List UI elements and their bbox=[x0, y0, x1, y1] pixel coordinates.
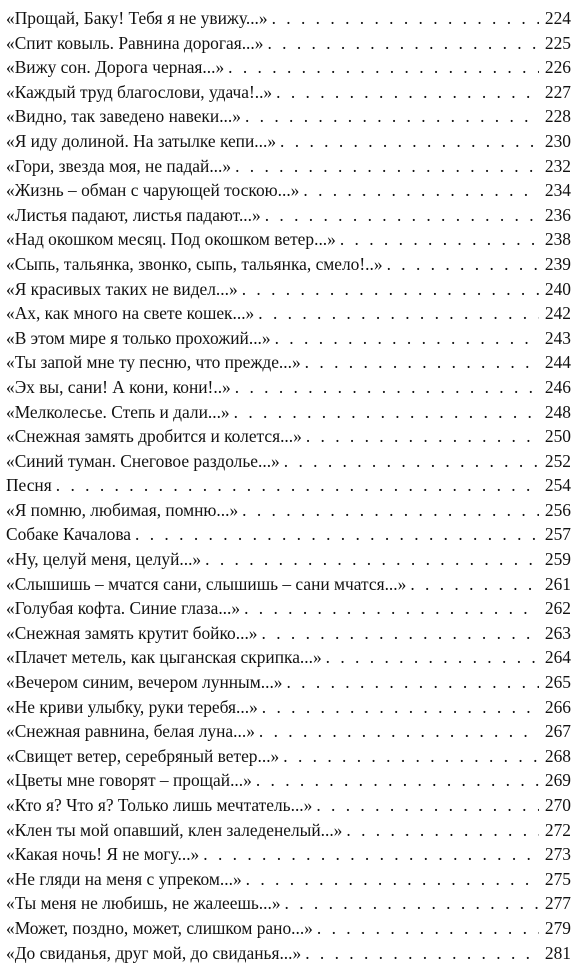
toc-dot-leader bbox=[205, 547, 539, 572]
toc-dot-leader bbox=[262, 621, 540, 646]
toc-dot-leader bbox=[56, 473, 539, 498]
toc-dot-leader bbox=[135, 522, 539, 547]
toc-entry-page: 267 bbox=[544, 721, 571, 742]
toc-entry-title: «Над окошком месяц. Под окошком ветер...» bbox=[6, 229, 336, 250]
toc-dot-leader bbox=[228, 55, 539, 80]
toc-entry-title: «Слышишь – мчатся сани, слышишь – сани мчатся...» bbox=[6, 573, 407, 594]
toc-entry bbox=[6, 916, 571, 941]
toc-entry bbox=[6, 941, 571, 965]
toc-entry bbox=[6, 449, 571, 474]
toc-entry bbox=[6, 252, 571, 277]
toc-entry-page: 265 bbox=[544, 672, 571, 693]
toc-dot-leader bbox=[410, 572, 539, 597]
toc-entry-title: «Гори, звезда моя, не падай...» bbox=[6, 155, 232, 176]
toc-entry-page: 242 bbox=[544, 303, 571, 324]
toc-entry bbox=[6, 522, 571, 547]
toc-entry-title: «Я иду долиной. На затылке кепи...» bbox=[6, 130, 277, 151]
toc-entry bbox=[6, 744, 571, 769]
toc-entry-title: «Не гляди на меня с упреком...» bbox=[6, 868, 242, 889]
toc-entry-page: 232 bbox=[544, 155, 571, 176]
toc-entry-title: «Голубая кофта. Синие глаза...» bbox=[6, 598, 241, 619]
toc-dot-leader bbox=[346, 818, 539, 843]
toc-entry bbox=[6, 277, 571, 302]
toc-entry-title: «Клен ты мой опавший, клен заледенелый...» bbox=[6, 819, 343, 840]
toc-entry bbox=[6, 621, 571, 646]
toc-entry bbox=[6, 473, 571, 498]
toc-entry-page: 254 bbox=[544, 475, 571, 496]
toc-entry bbox=[6, 301, 571, 326]
toc-dot-leader bbox=[262, 695, 539, 720]
toc-dot-leader bbox=[286, 670, 539, 695]
toc-dot-leader bbox=[317, 916, 539, 941]
toc-entry-title: «Какая ночь! Я не могу...» bbox=[6, 844, 200, 865]
toc-entry-page: 263 bbox=[544, 622, 571, 643]
toc-dot-leader bbox=[258, 301, 539, 326]
toc-entry-page: 268 bbox=[544, 745, 571, 766]
toc-entry-page: 273 bbox=[544, 844, 571, 865]
toc-entry bbox=[6, 818, 571, 843]
toc-dot-leader bbox=[235, 375, 539, 400]
toc-entry-title: «Ты меня не любишь, не жалеешь...» bbox=[6, 893, 281, 914]
toc-entry bbox=[6, 178, 571, 203]
toc-entry-page: 250 bbox=[544, 426, 571, 447]
toc-dot-leader bbox=[259, 719, 539, 744]
toc-dot-leader bbox=[326, 645, 539, 670]
toc-entry bbox=[6, 793, 571, 818]
toc-dot-leader bbox=[265, 203, 539, 228]
toc-entry bbox=[6, 842, 571, 867]
toc-dot-leader bbox=[267, 31, 539, 56]
toc-dot-leader bbox=[285, 891, 539, 916]
toc-entry-title: «Синий туман. Снеговое раздолье...» bbox=[6, 450, 280, 471]
toc-dot-leader bbox=[242, 498, 539, 523]
toc-entry-title: «Плачет метель, как цыганская скрипка...» bbox=[6, 647, 322, 668]
toc-entry bbox=[6, 547, 571, 572]
toc-entry-title: «Ты запой мне ту песню, что прежде...» bbox=[6, 352, 301, 373]
toc-dot-leader bbox=[280, 129, 539, 154]
toc-entry bbox=[6, 670, 571, 695]
toc-entry-title: Песня bbox=[6, 475, 52, 496]
toc-entry-page: 256 bbox=[544, 499, 571, 520]
toc-entry bbox=[6, 596, 571, 621]
toc-entry-page: 246 bbox=[544, 376, 571, 397]
toc-entry-title: «Ах, как много на свете кошек...» bbox=[6, 303, 255, 324]
toc-dot-leader bbox=[246, 867, 539, 892]
toc-entry bbox=[6, 31, 571, 56]
toc-entry-page: 272 bbox=[544, 819, 571, 840]
toc-entry-page: 236 bbox=[544, 204, 571, 225]
toc-entry-title: «Прощай, Баку! Тебя я не увижу...» bbox=[6, 8, 268, 28]
toc-entry-page: 275 bbox=[544, 868, 571, 889]
toc-dot-leader bbox=[340, 227, 539, 252]
toc-dot-leader bbox=[275, 326, 539, 351]
toc-entry-page: 270 bbox=[544, 795, 571, 815]
toc-entry bbox=[6, 867, 571, 892]
toc-entry bbox=[6, 129, 571, 154]
toc-dot-leader bbox=[272, 6, 539, 31]
toc-entry-page: 238 bbox=[544, 229, 571, 250]
toc-entry-page: 266 bbox=[544, 696, 571, 717]
toc-entry bbox=[6, 227, 571, 252]
toc-dot-leader bbox=[203, 842, 539, 867]
toc-entry bbox=[6, 154, 571, 179]
toc-entry bbox=[6, 6, 571, 31]
toc-entry-title: «Листья падают, листья падают...» bbox=[6, 204, 261, 225]
toc-entry bbox=[6, 424, 571, 449]
toc-entry bbox=[6, 80, 571, 105]
toc-entry-page: 264 bbox=[544, 647, 571, 668]
toc-entry-title: «Я помню, любимая, помню...» bbox=[6, 499, 239, 520]
toc-entry-title: Собаке Качалова bbox=[6, 524, 132, 545]
toc-entry bbox=[6, 719, 571, 744]
toc-entry bbox=[6, 104, 571, 129]
toc-entry-title: «Каждый труд благослови, удача!..» bbox=[6, 81, 273, 102]
toc-entry-page: 239 bbox=[544, 253, 571, 274]
toc-entry bbox=[6, 326, 571, 351]
toc-entry-page: 226 bbox=[544, 57, 571, 78]
toc-dot-leader bbox=[234, 400, 539, 425]
toc-entry-page: 234 bbox=[544, 180, 571, 201]
toc-entry-title: «Вечером синим, вечером лунным...» bbox=[6, 672, 283, 693]
toc-entry-title: «Свищет ветер, серебряный ветер...» bbox=[6, 745, 280, 766]
toc-entry bbox=[6, 891, 571, 916]
toc-dot-leader bbox=[245, 104, 539, 129]
toc-entry-page: 228 bbox=[544, 106, 571, 127]
toc-entry-title: «Цветы мне говорят – прощай...» bbox=[6, 770, 252, 791]
toc-dot-leader bbox=[242, 277, 539, 302]
toc-entry-page: 277 bbox=[544, 893, 571, 914]
toc-entry bbox=[6, 400, 571, 425]
toc-entry-title: «Сыпь, тальянка, звонко, сыпь, тальянка, смело!..» bbox=[6, 253, 383, 274]
toc-entry-title: «Снежная равнина, белая луна...» bbox=[6, 721, 255, 742]
toc-entry-page: 224 bbox=[544, 8, 571, 28]
toc-entry-title: «Кто я? Что я? Только лишь мечтатель...» bbox=[6, 795, 313, 815]
toc-entry-page: 257 bbox=[544, 524, 571, 545]
toc-entry bbox=[6, 645, 571, 670]
toc-entry-title: «Вижу сон. Дорога черная...» bbox=[6, 57, 225, 78]
toc-entry-page: 244 bbox=[544, 352, 571, 373]
toc-dot-leader bbox=[387, 252, 539, 277]
toc-entry-title: «Видно, так заведено навеки...» bbox=[6, 106, 241, 127]
toc-entry-page: 252 bbox=[544, 450, 571, 471]
toc-entry-title: «Может, поздно, может, слишком рано...» bbox=[6, 917, 313, 938]
toc-entry-page: 227 bbox=[544, 81, 571, 102]
toc-entry-page: 269 bbox=[544, 770, 571, 791]
toc-entry bbox=[6, 695, 571, 720]
toc-entry bbox=[6, 572, 571, 597]
toc-entry-page: 259 bbox=[544, 549, 571, 570]
toc-entry bbox=[6, 55, 571, 80]
toc-dot-leader bbox=[235, 154, 539, 179]
toc-entry-title: «До свиданья, друг мой, до свиданья...» bbox=[6, 942, 302, 963]
toc-dot-leader bbox=[316, 793, 539, 818]
toc-entry-page: 261 bbox=[544, 573, 571, 594]
toc-dot-leader bbox=[283, 744, 539, 769]
toc-dot-leader bbox=[256, 768, 539, 793]
toc-entry-title: «Спит ковыль. Равнина дорогая...» bbox=[6, 32, 264, 53]
toc-entry-title: «Я красивых таких не видел...» bbox=[6, 278, 238, 299]
toc-entry-title: «Эх вы, сани! А кони, кони!..» bbox=[6, 376, 231, 397]
toc-entry-title: «Снежная замять дробится и колется...» bbox=[6, 426, 302, 447]
toc-dot-leader bbox=[284, 449, 539, 474]
toc-entry bbox=[6, 203, 571, 228]
toc-dot-leader bbox=[244, 596, 539, 621]
toc-dot-leader bbox=[303, 178, 539, 203]
toc-entry-title: «Не криви улыбку, руки теребя...» bbox=[6, 696, 258, 717]
toc-entry bbox=[6, 375, 571, 400]
toc-entry-page: 281 bbox=[544, 942, 571, 963]
toc-dot-leader bbox=[305, 941, 539, 965]
toc-entry-page: 248 bbox=[544, 401, 571, 422]
toc-dot-leader bbox=[305, 350, 539, 375]
toc-entry-page: 240 bbox=[544, 278, 571, 299]
toc-entry-title: «Мелколесье. Степь и дали...» bbox=[6, 401, 230, 422]
toc-entry-page: 243 bbox=[544, 327, 571, 348]
toc-entry bbox=[6, 350, 571, 375]
toc-entry-title: «Жизнь – обман с чарующей тоскою...» bbox=[6, 180, 300, 201]
toc-dot-leader bbox=[306, 424, 539, 449]
toc-entry-page: 262 bbox=[544, 598, 571, 619]
toc-entry-page: 279 bbox=[544, 917, 571, 938]
toc-entry-title: «В этом мире я только прохожий...» bbox=[6, 327, 271, 348]
toc-dot-leader bbox=[276, 80, 539, 105]
toc-entry-page: 225 bbox=[544, 32, 571, 53]
toc-entry-title: «Снежная замять крутит бойко...» bbox=[6, 622, 258, 643]
toc-list bbox=[6, 6, 571, 965]
toc-entry bbox=[6, 768, 571, 793]
toc-entry-title: «Ну, целуй меня, целуй...» bbox=[6, 549, 202, 570]
toc-entry-page: 230 bbox=[544, 130, 571, 151]
toc-entry bbox=[6, 498, 571, 523]
